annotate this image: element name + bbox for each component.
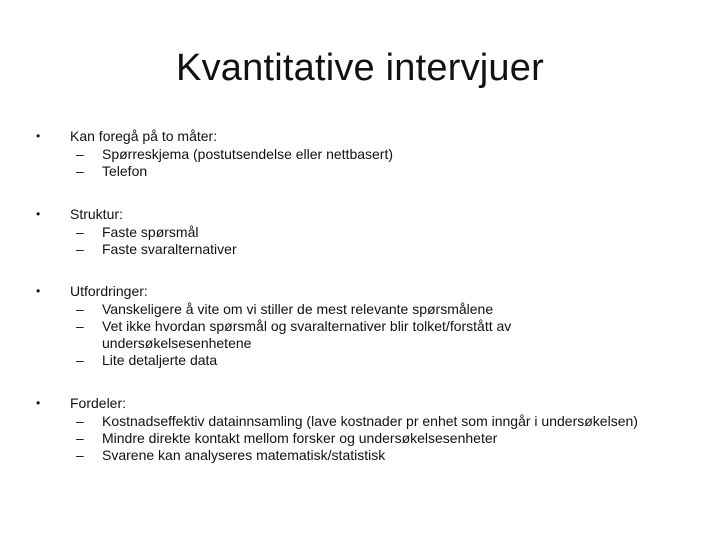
bullet-text: Kan foregå på to måter: bbox=[70, 128, 218, 144]
sub-bullet-text: Spørreskjema (postutsendelse eller nettbasert) bbox=[102, 146, 394, 162]
sub-bullet-item bbox=[36, 430, 696, 447]
sub-bullet-text: Kostnadseffektiv datainnsamling (lave kostnader pr enhet som inngår i undersøkelsen) bbox=[102, 413, 638, 429]
dash-icon: – bbox=[76, 241, 84, 257]
sub-bullet-text: Faste spørsmål bbox=[102, 224, 199, 240]
dash-icon: – bbox=[76, 447, 84, 463]
sub-bullet-item bbox=[36, 241, 696, 258]
dash-icon: – bbox=[76, 318, 84, 334]
sub-bullet-text: Faste svaralternativer bbox=[102, 241, 237, 257]
bullet-dot-icon: • bbox=[36, 396, 41, 410]
sub-bullet-item bbox=[36, 352, 696, 369]
bullet-item bbox=[36, 282, 696, 301]
dash-icon: – bbox=[76, 430, 84, 446]
sub-bullet-text: Svarene kan analyseres matematisk/statistisk bbox=[102, 447, 386, 463]
dash-icon: – bbox=[76, 163, 84, 179]
sub-bullet-text: Vet ikke hvordan spørsmål og svaralternativer blir tolket/forstått av undersøkelsesenhetene bbox=[102, 318, 512, 351]
sub-bullet-item bbox=[36, 318, 696, 352]
sub-bullet-item bbox=[36, 163, 696, 180]
bullet-group bbox=[36, 127, 696, 180]
bullet-text: Utfordringer: bbox=[70, 283, 148, 299]
dash-icon: – bbox=[76, 301, 84, 317]
sub-bullet-item bbox=[36, 447, 696, 464]
bullet-group bbox=[36, 282, 696, 369]
bullet-item bbox=[36, 394, 696, 413]
bullet-text: Fordeler: bbox=[70, 395, 127, 411]
bullet-group bbox=[36, 394, 696, 464]
bullet-dot-icon: • bbox=[36, 129, 41, 143]
bullet-group bbox=[36, 205, 696, 258]
dash-icon: – bbox=[76, 224, 84, 240]
dash-icon: – bbox=[76, 146, 84, 162]
sub-bullet-text: Vanskeligere å vite om vi stiller de mest relevante spørsmålene bbox=[102, 301, 494, 317]
sub-bullet-item bbox=[36, 146, 696, 163]
sub-bullet-item bbox=[36, 413, 696, 430]
bullet-item bbox=[36, 205, 696, 224]
bullet-dot-icon: • bbox=[36, 207, 41, 221]
dash-icon: – bbox=[76, 413, 84, 429]
dash-icon: – bbox=[76, 352, 84, 368]
sub-bullet-text: Mindre direkte kontakt mellom forsker og undersøkelsesenheter bbox=[102, 430, 498, 446]
sub-bullet-text: Telefon bbox=[102, 163, 148, 179]
slide-title: Kvantitative intervjuer bbox=[176, 47, 544, 89]
sub-bullet-item bbox=[36, 224, 696, 241]
bullet-text: Struktur: bbox=[70, 206, 123, 222]
sub-bullet-text: Lite detaljerte data bbox=[102, 352, 218, 368]
bullet-item bbox=[36, 127, 696, 146]
sub-bullet-item bbox=[36, 301, 696, 318]
bullet-dot-icon: • bbox=[36, 284, 41, 298]
